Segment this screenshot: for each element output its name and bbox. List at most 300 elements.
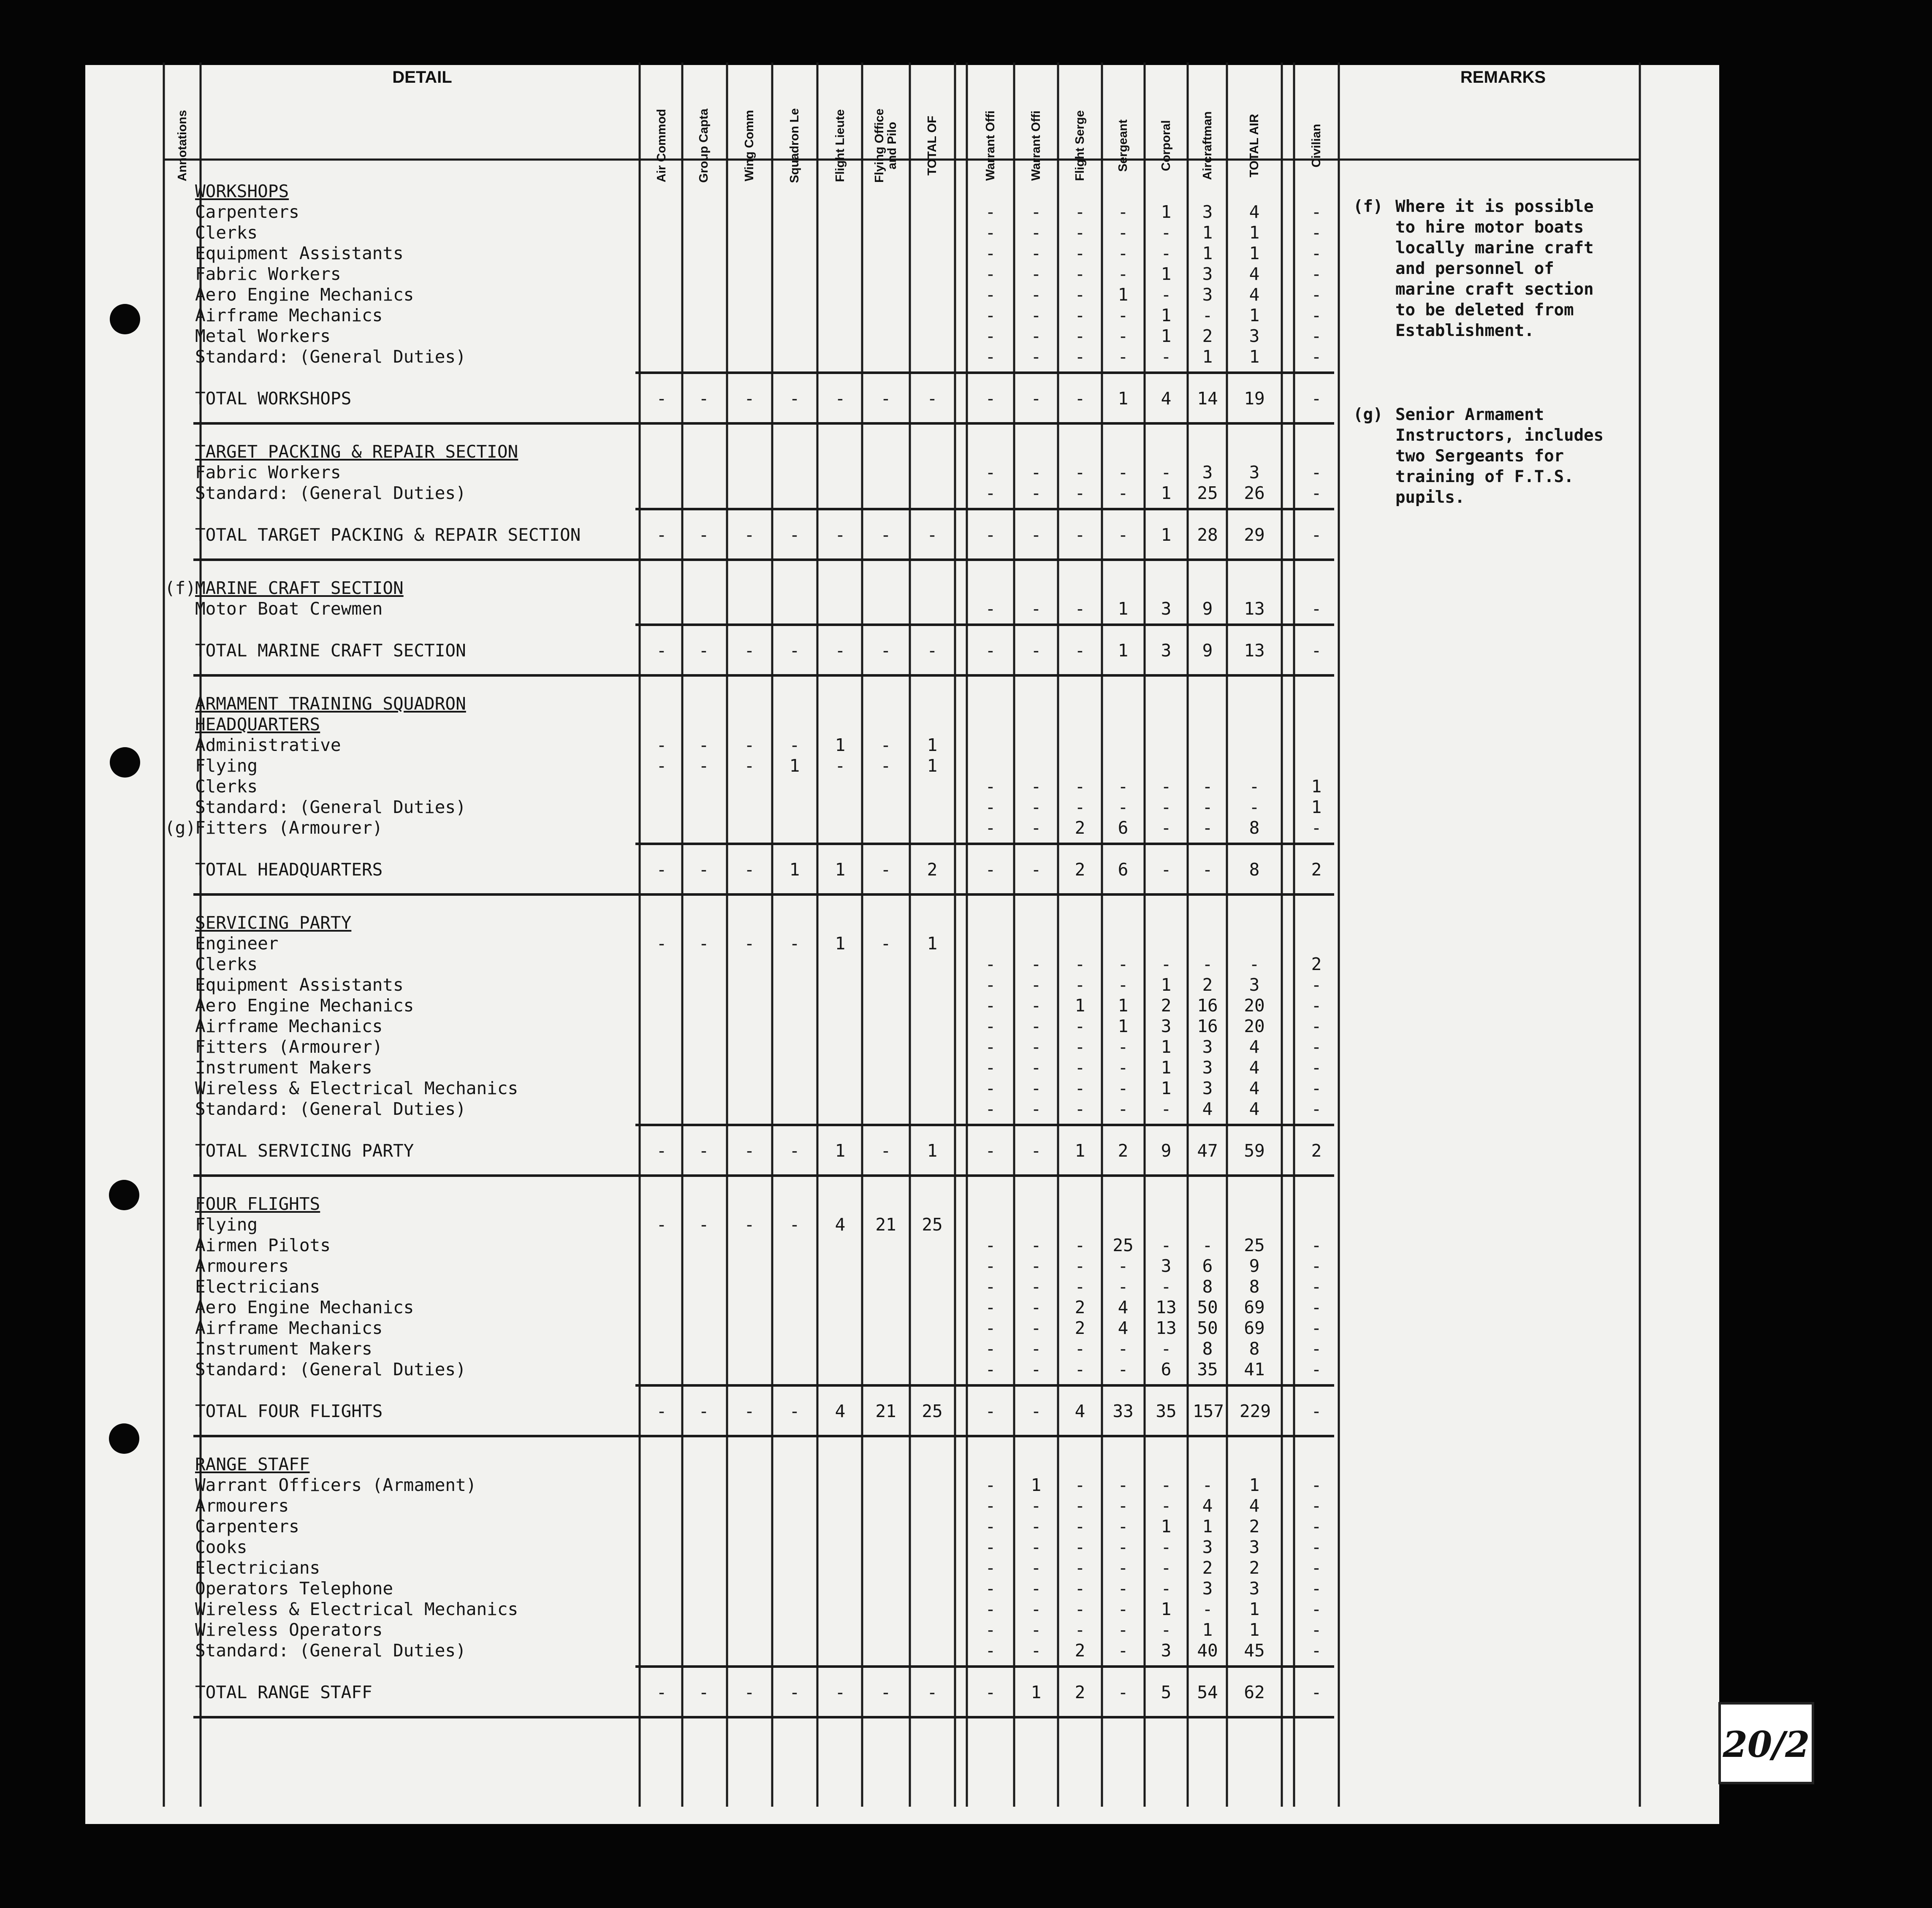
table-cell: 1	[1161, 1057, 1172, 1078]
table-cell: -	[1161, 1578, 1172, 1599]
row-label: Engineer	[195, 933, 279, 954]
table-cell: -	[1311, 1057, 1322, 1078]
total-cell: -	[744, 859, 755, 880]
row-label: Fitters (Armourer)	[195, 1037, 383, 1057]
table-cell: 2	[1075, 1297, 1085, 1317]
total-cell: -	[985, 640, 996, 661]
table-cell: -	[1161, 797, 1172, 817]
table-cell: -	[1311, 326, 1322, 346]
total-cell: 229	[1240, 1401, 1271, 1421]
table-cell: -	[1075, 264, 1085, 284]
table-cell: -	[985, 995, 996, 1016]
table-cell: -	[1075, 1578, 1085, 1599]
table-cell: -	[880, 756, 891, 776]
table-cell: -	[1031, 1558, 1042, 1578]
table-cell: 4	[1249, 1037, 1260, 1057]
total-label: TOTAL HEADQUARTERS	[195, 859, 383, 880]
total-cell: -	[789, 388, 800, 409]
section-title: SERVICING PARTY	[195, 913, 352, 933]
table-cell: -	[1311, 1339, 1322, 1359]
table-cell: 1	[1118, 995, 1129, 1016]
row-label: Fitters (Armourer)	[195, 818, 383, 838]
table-cell: -	[1031, 1496, 1042, 1516]
table-cell: 3	[1161, 1640, 1172, 1661]
total-cell: -	[1031, 1401, 1042, 1421]
column-header: Flight Serge	[1073, 110, 1087, 181]
table-cell: -	[1075, 975, 1085, 995]
section-title: FOUR FLIGHTS	[195, 1194, 320, 1214]
table-cell: -	[1031, 1256, 1042, 1276]
table-cell: -	[985, 975, 996, 995]
table-cell: -	[1249, 776, 1260, 797]
table-cell: -	[1031, 1277, 1042, 1297]
table-cell: 1	[1161, 1078, 1172, 1098]
row-label: Operators Telephone	[195, 1578, 393, 1599]
table-cell: -	[985, 483, 996, 503]
table-cell: -	[985, 1578, 996, 1599]
table-cell: 25	[922, 1214, 943, 1235]
table-cell: -	[656, 1214, 667, 1235]
column-header: Flight Lieute	[833, 109, 847, 182]
total-cell: 157	[1193, 1401, 1224, 1421]
table-cell: -	[1118, 483, 1129, 503]
total-cell: -	[1161, 859, 1172, 880]
total-label: TOTAL SERVICING PARTY	[195, 1141, 414, 1161]
table-cell: -	[1249, 797, 1260, 817]
table-cell: -	[1202, 954, 1213, 974]
column-header: Air Commod	[655, 109, 668, 182]
table-cell: -	[1118, 1057, 1129, 1078]
column-header: Aircraftman	[1201, 111, 1214, 180]
table-cell: 4	[835, 1214, 846, 1235]
row-label: Aero Engine Mechanics	[195, 1297, 414, 1317]
table-cell: 2	[1075, 1640, 1085, 1661]
total-cell: 6	[1118, 859, 1129, 880]
table-cell: -	[1031, 243, 1042, 263]
table-cell: -	[1075, 483, 1085, 503]
table-cell: 1	[1161, 326, 1172, 346]
table-cell: -	[744, 933, 755, 954]
total-cell: 1	[835, 1141, 846, 1161]
table-cell: 3	[1202, 1057, 1213, 1078]
table-cell: 45	[1244, 1640, 1265, 1661]
table-cell: -	[1311, 202, 1322, 222]
table-cell: 2	[1202, 326, 1213, 346]
total-cell: -	[698, 388, 709, 409]
table-cell: -	[1118, 797, 1129, 817]
total-cell: -	[744, 1682, 755, 1702]
remarks-header: REMARKS	[1460, 68, 1546, 87]
table-cell: -	[1161, 285, 1172, 305]
table-cell: -	[985, 1537, 996, 1557]
section-title: RANGE STAFF	[195, 1454, 310, 1474]
table-cell: -	[1075, 776, 1085, 797]
row-label: Armourers	[195, 1496, 289, 1516]
table-cell: 1	[1118, 599, 1129, 619]
table-cell: -	[1311, 1318, 1322, 1338]
table-cell: 3	[1249, 462, 1260, 482]
total-cell: 3	[1161, 640, 1172, 661]
table-cell: 1	[927, 756, 938, 776]
table-cell: -	[985, 1099, 996, 1119]
table-cell: -	[1075, 305, 1085, 325]
table-cell: -	[1161, 1620, 1172, 1640]
table-cell: -	[1311, 1359, 1322, 1380]
table-cell: -	[1031, 995, 1042, 1016]
remark-line: and personnel of	[1395, 259, 1554, 278]
table-cell: -	[1031, 1078, 1042, 1098]
table-cell: -	[1031, 797, 1042, 817]
total-cell: -	[927, 388, 938, 409]
total-cell: -	[744, 388, 755, 409]
table-cell: 3	[1161, 599, 1172, 619]
table-cell: 4	[1249, 1057, 1260, 1078]
column-header: Warrant Offi	[1029, 110, 1043, 181]
total-cell: -	[985, 1682, 996, 1702]
table-cell: 3	[1202, 264, 1213, 284]
total-cell: -	[789, 640, 800, 661]
remark-line: Instructors, includes	[1395, 426, 1604, 445]
table-cell: -	[1118, 1578, 1129, 1599]
table-cell: 25	[1244, 1235, 1265, 1255]
table-cell: -	[1118, 1537, 1129, 1557]
row-label: Standard: (General Duties)	[195, 1099, 466, 1119]
table-cell: 1	[1249, 1620, 1260, 1640]
table-cell: -	[1075, 1099, 1085, 1119]
table-cell: -	[1075, 1599, 1085, 1619]
table-cell: 4	[1249, 285, 1260, 305]
table-cell: -	[1031, 818, 1042, 838]
table-cell: -	[985, 347, 996, 367]
table-cell: 3	[1161, 1016, 1172, 1036]
table-cell: -	[1161, 818, 1172, 838]
table-cell: -	[1118, 1078, 1129, 1098]
table-cell: -	[1075, 1078, 1085, 1098]
table-cell: -	[1311, 347, 1322, 367]
table-cell: -	[656, 933, 667, 954]
total-cell: -	[985, 388, 996, 409]
table-cell: -	[1075, 326, 1085, 346]
table-cell: -	[1311, 975, 1322, 995]
row-label: Aero Engine Mechanics	[195, 285, 414, 305]
table-cell: -	[1075, 243, 1085, 263]
table-cell: -	[1311, 243, 1322, 263]
total-cell: -	[880, 525, 891, 545]
column-header: Group Capta	[697, 108, 711, 183]
total-cell: -	[789, 1682, 800, 1702]
table-cell: -	[1075, 954, 1085, 974]
table-cell: -	[985, 1558, 996, 1578]
table-cell: 4	[1118, 1318, 1129, 1338]
table-cell: -	[985, 954, 996, 974]
total-cell: -	[656, 1682, 667, 1702]
column-header: TOTAL AIR	[1248, 114, 1261, 178]
table-cell: -	[1031, 285, 1042, 305]
table-cell: 20	[1244, 995, 1265, 1016]
table-cell: -	[985, 1256, 996, 1276]
column-header: Sergeant	[1116, 119, 1130, 172]
row-label: Clerks	[195, 954, 258, 974]
table-cell: -	[698, 933, 709, 954]
total-cell: -	[1202, 859, 1213, 880]
total-cell: 13	[1244, 640, 1265, 661]
table-cell: 1	[1202, 243, 1213, 263]
table-cell: -	[1202, 818, 1213, 838]
table-cell: -	[1118, 1558, 1129, 1578]
total-cell: -	[789, 525, 800, 545]
total-cell: 35	[1156, 1401, 1177, 1421]
section-title: ARMAMENT TRAINING SQUADRON	[195, 694, 466, 714]
table-cell: -	[1118, 1475, 1129, 1495]
row-label: Clerks	[195, 776, 258, 797]
table-cell: -	[880, 735, 891, 755]
row-label: Wireless & Electrical Mechanics	[195, 1599, 518, 1619]
table-cell: -	[1161, 347, 1172, 367]
table-cell: 4	[1249, 1099, 1260, 1119]
table-cell: -	[789, 1214, 800, 1235]
total-cell: -	[789, 1141, 800, 1161]
total-cell: -	[835, 525, 846, 545]
table-cell: -	[1031, 1057, 1042, 1078]
table-cell: -	[985, 1475, 996, 1495]
table-cell: -	[1031, 1235, 1042, 1255]
table-cell: -	[985, 1339, 996, 1359]
table-cell: 13	[1156, 1297, 1177, 1317]
column-header: TOTAL OF	[925, 116, 939, 176]
table-cell: -	[985, 1599, 996, 1619]
row-label: Airmen Pilots	[195, 1235, 331, 1255]
total-cell: -	[744, 525, 755, 545]
table-cell: -	[1118, 1640, 1129, 1661]
table-cell: 20	[1244, 1016, 1265, 1036]
table-cell: -	[789, 933, 800, 954]
table-cell: 1	[1249, 305, 1260, 325]
total-label: TOTAL TARGET PACKING & REPAIR SECTION	[195, 525, 581, 545]
column-header-annotations: Annotations	[176, 110, 189, 182]
table-cell: -	[1161, 1235, 1172, 1255]
total-cell: -	[880, 1682, 891, 1702]
total-cell: -	[1031, 388, 1042, 409]
total-cell: -	[744, 1401, 755, 1421]
table-cell: -	[1075, 797, 1085, 817]
total-cell: 4	[1075, 1401, 1085, 1421]
total-cell: 2	[1311, 1141, 1322, 1161]
table-cell: -	[1075, 1475, 1085, 1495]
remark-mark: (f)	[1353, 197, 1383, 216]
total-cell: 25	[922, 1401, 943, 1421]
table-cell: -	[1161, 1099, 1172, 1119]
total-cell: 9	[1161, 1141, 1172, 1161]
table-cell: -	[1031, 222, 1042, 243]
table-cell: 8	[1249, 1277, 1260, 1297]
table-cell: 1	[1161, 1599, 1172, 1619]
table-cell: -	[1118, 954, 1129, 974]
remark-line: to hire motor boats	[1395, 218, 1584, 237]
total-cell: -	[656, 1401, 667, 1421]
total-cell: -	[1031, 525, 1042, 545]
column-header: Wing Comm	[743, 110, 756, 182]
table-cell: -	[1311, 1537, 1322, 1557]
table-cell: -	[985, 222, 996, 243]
table-cell: 2	[1249, 1516, 1260, 1537]
table-cell: -	[1118, 1099, 1129, 1119]
table-cell: -	[1311, 1078, 1322, 1098]
section-subtitle: HEADQUARTERS	[195, 714, 320, 734]
table-cell: 8	[1202, 1277, 1213, 1297]
table-cell: 2	[1202, 1558, 1213, 1578]
total-cell: -	[1118, 1682, 1129, 1702]
total-cell: -	[789, 1401, 800, 1421]
total-cell: -	[1311, 640, 1322, 661]
table-cell: -	[1031, 264, 1042, 284]
total-label: TOTAL FOUR FLIGHTS	[195, 1401, 383, 1421]
row-label: Standard: (General Duties)	[195, 1640, 466, 1661]
table-cell: -	[744, 1214, 755, 1235]
table-cell: 1	[1031, 1475, 1042, 1495]
row-label: Electricians	[195, 1277, 320, 1297]
table-cell: 8	[1202, 1339, 1213, 1359]
table-cell: 1	[1202, 1620, 1213, 1640]
table-cell: -	[985, 1277, 996, 1297]
total-cell: -	[656, 1141, 667, 1161]
table-cell: 13	[1156, 1318, 1177, 1338]
table-cell: -	[1311, 1099, 1322, 1119]
table-cell: -	[985, 1516, 996, 1537]
table-cell: -	[789, 735, 800, 755]
total-cell: -	[835, 1682, 846, 1702]
table-cell: -	[1311, 264, 1322, 284]
table-cell: -	[1075, 1256, 1085, 1276]
table-cell: 1	[1075, 995, 1085, 1016]
table-cell: -	[1075, 285, 1085, 305]
row-label: Motor Boat Crewmen	[195, 599, 383, 619]
table-cell: -	[1161, 222, 1172, 243]
table-cell: 3	[1249, 975, 1260, 995]
table-cell: -	[1118, 1339, 1129, 1359]
total-cell: 9	[1202, 640, 1213, 661]
table-cell: -	[1118, 222, 1129, 243]
table-cell: 1	[1311, 776, 1322, 797]
table-cell: 25	[1113, 1235, 1134, 1255]
table-cell: -	[1249, 954, 1260, 974]
table-cell: -	[1311, 1599, 1322, 1619]
table-cell: -	[1075, 462, 1085, 482]
total-cell: -	[656, 859, 667, 880]
table-cell: 69	[1244, 1297, 1265, 1317]
table-cell: 1	[1161, 1037, 1172, 1057]
table-cell: -	[1075, 1235, 1085, 1255]
table-cell: 40	[1197, 1640, 1218, 1661]
table-cell: -	[1311, 1475, 1322, 1495]
table-cell: -	[1031, 1318, 1042, 1338]
table-cell: 2	[1311, 954, 1322, 974]
table-cell: -	[1118, 326, 1129, 346]
table-cell: -	[985, 326, 996, 346]
column-header: Warrant Offi	[984, 110, 997, 181]
table-cell: 3	[1161, 1256, 1172, 1276]
table-cell: -	[1118, 1620, 1129, 1640]
table-cell: -	[1031, 1099, 1042, 1119]
table-cell: -	[1311, 1516, 1322, 1537]
table-cell: -	[835, 756, 846, 776]
column-header: Corporal	[1159, 120, 1173, 171]
table-cell: -	[1031, 1297, 1042, 1317]
total-cell: -	[656, 525, 667, 545]
section-title: TARGET PACKING & REPAIR SECTION	[195, 442, 518, 462]
table-cell: -	[1311, 285, 1322, 305]
table-cell: 1	[1311, 797, 1322, 817]
table-cell: 25	[1197, 483, 1218, 503]
remark-line: locally marine craft	[1395, 238, 1594, 257]
row-label: Warrant Officers (Armament)	[195, 1475, 477, 1495]
row-label: Flying	[195, 756, 258, 776]
table-cell: -	[1075, 1537, 1085, 1557]
table-cell: 4	[1249, 1078, 1260, 1098]
table-cell: 3	[1249, 326, 1260, 346]
row-label: Standard: (General Duties)	[195, 797, 466, 817]
total-cell: 4	[1161, 388, 1172, 409]
remark-line: pupils.	[1395, 488, 1465, 507]
remark-line: marine craft section	[1395, 280, 1594, 299]
table-cell: -	[1118, 347, 1129, 367]
table-cell: 2	[1075, 1318, 1085, 1338]
table-cell: 13	[1244, 599, 1265, 619]
total-cell: -	[985, 525, 996, 545]
table-cell: -	[985, 599, 996, 619]
total-cell: 21	[875, 1401, 896, 1421]
table-cell: 9	[1202, 599, 1213, 619]
table-cell: -	[985, 1318, 996, 1338]
table-cell: -	[1031, 1339, 1042, 1359]
table-cell: -	[1075, 202, 1085, 222]
total-cell: 54	[1197, 1682, 1218, 1702]
table-cell: -	[1311, 1277, 1322, 1297]
table-cell: 35	[1197, 1359, 1218, 1380]
total-cell: 1	[1075, 1141, 1085, 1161]
table-cell: -	[1311, 222, 1322, 243]
total-cell: -	[1031, 859, 1042, 880]
table-cell: -	[1118, 264, 1129, 284]
remark-line: Where it is possible	[1395, 197, 1594, 216]
table-cell: -	[1311, 1297, 1322, 1317]
total-cell: -	[698, 525, 709, 545]
total-cell: -	[880, 1141, 891, 1161]
table-cell: 4	[1202, 1099, 1213, 1119]
remark-line: to be deleted from	[1395, 301, 1574, 320]
table-cell: -	[1202, 1235, 1213, 1255]
table-cell: -	[1118, 776, 1129, 797]
table-cell: -	[1161, 462, 1172, 482]
table-cell: 3	[1202, 1078, 1213, 1098]
row-label: Carpenters	[195, 1516, 299, 1537]
total-cell: -	[698, 1682, 709, 1702]
total-cell: 2	[1118, 1141, 1129, 1161]
table-cell: 26	[1244, 483, 1265, 503]
row-label: Equipment Assistants	[195, 975, 404, 995]
total-cell: -	[698, 859, 709, 880]
table-cell: -	[1031, 347, 1042, 367]
total-cell: -	[1075, 525, 1085, 545]
column-header: Squadron Le	[788, 108, 801, 183]
table-cell: 16	[1197, 1016, 1218, 1036]
total-cell: 1	[1118, 388, 1129, 409]
table-cell: -	[985, 285, 996, 305]
total-cell: -	[744, 640, 755, 661]
total-cell: -	[985, 1141, 996, 1161]
table-cell: 69	[1244, 1318, 1265, 1338]
table-cell: -	[1031, 483, 1042, 503]
table-cell: -	[1075, 1277, 1085, 1297]
